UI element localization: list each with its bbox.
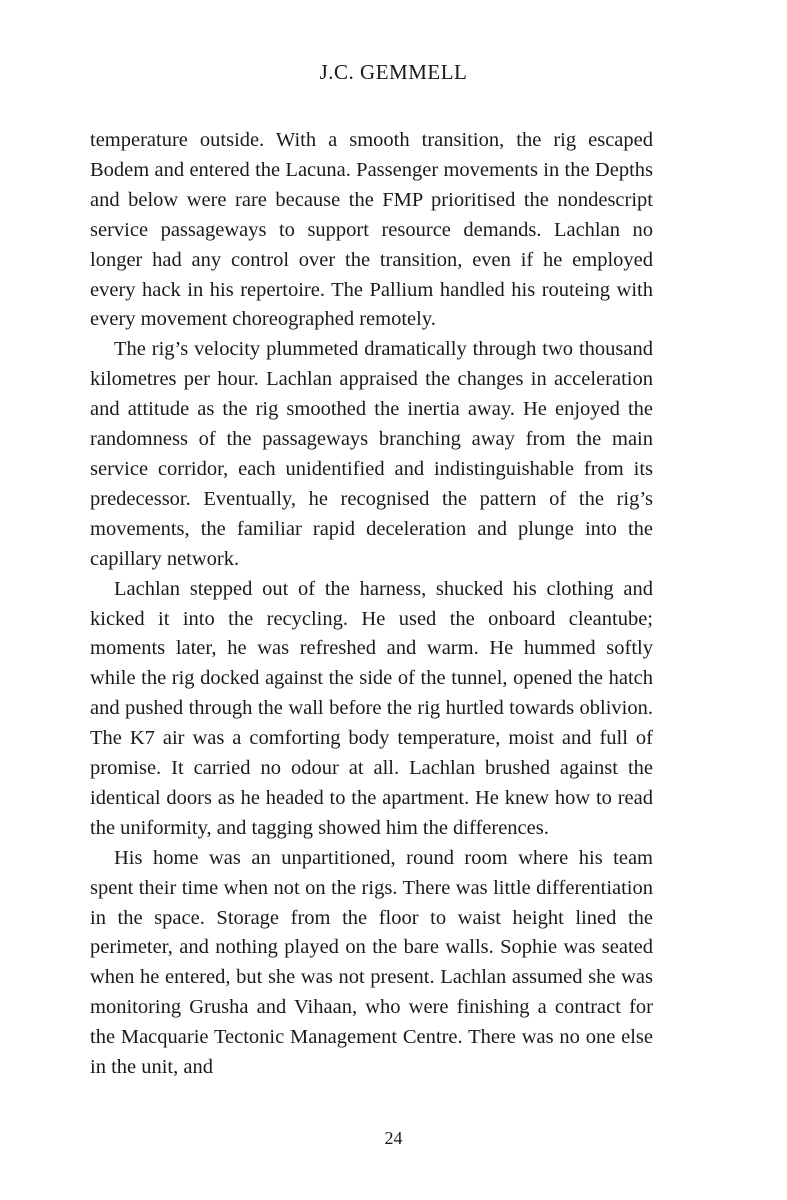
paragraph-4: His home was an unpartitioned, round room where his team spent their time when not on the rigs. There was little differentiation in the space. Storage from the floor to waist height lined the perimeter, and nothing played on the bare walls. Sophie was seated when he entered, but she was not present. Lachlan assumed she was monitoring Grusha and Vihaan, who were finishing a contract for the Macquarie Tectonic Management Centre. There was no one else in the unit, and xyxy=(90,846,653,1079)
body-text xyxy=(90,126,653,1083)
paragraph-1: temperature outside. With a smooth transition, the rig escaped Bodem and entered the Lacuna. Passenger movements in the Depths and below were rare because the FMP prioritised the nondescript service passageways to support resource demands. Lachlan no longer had any control over the transition, even if he employed every hack in his repertoire. The Pallium handled his routeing with every movement choreographed remotely. xyxy=(90,129,653,331)
paragraph-2: The rig’s velocity plummeted dramatically through two thousand kilometres per hour. Lachlan appraised the changes in acceleration and attitude as the rig smoothed the inertia away. He enjoyed the randomness of the passageways branching away from the main service corridor, each unidentified and indistinguishable from its predecessor. Eventually, he recognised the pattern of the rig’s movements, the familiar rapid deceleration and plunge into the capillary network. xyxy=(90,338,653,570)
running-head-author: J.C. GEMMELL xyxy=(319,60,468,84)
page-number: 24 xyxy=(384,1128,403,1148)
paragraph-3: Lachlan stepped out of the harness, shucked his clothing and kicked it into the recycling. He used the onboard cleantube; moments later, he was refreshed and warm. He hummed softly while the rig docked against the side of the tunnel, opened the hatch and pushed through the wall before the rig hurtled towards oblivion. The K7 air was a comforting body temperature, moist and full of promise. It carried no odour at all. Lachlan brushed against the identical doors as he headed to the apartment. He knew how to read the uniformity, and tagging showed him the differences. xyxy=(90,577,653,839)
